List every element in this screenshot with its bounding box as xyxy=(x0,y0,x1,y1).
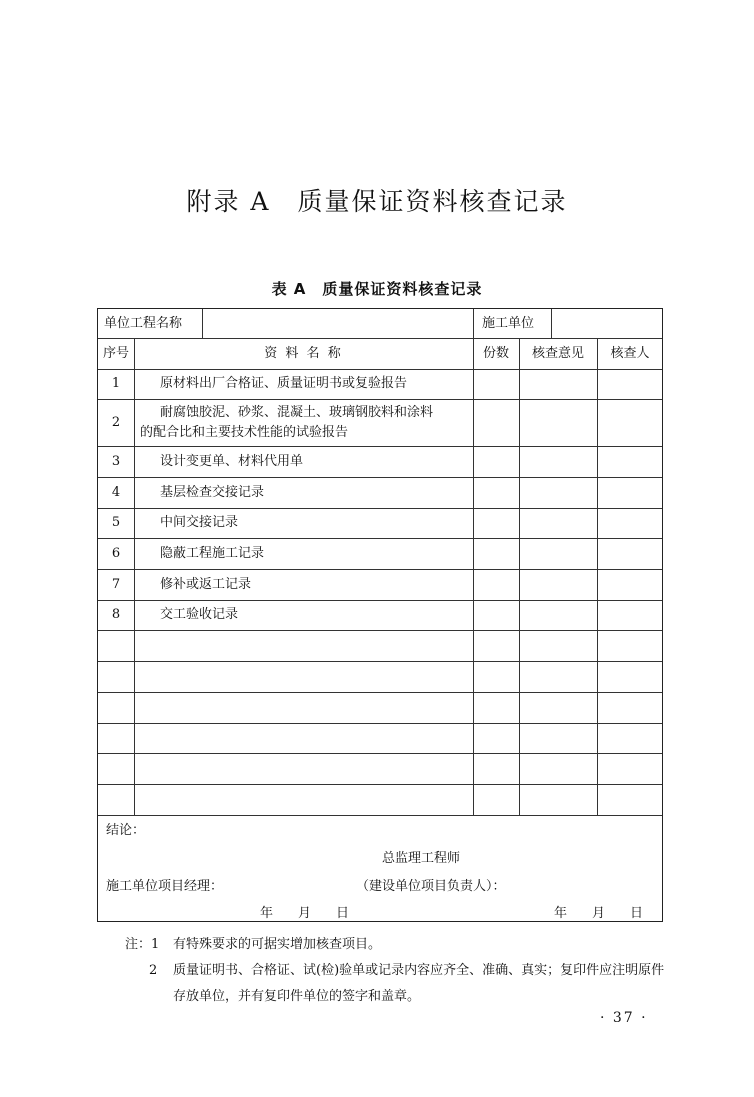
date-left: 年 月 日 xyxy=(260,906,356,921)
table-row-index: 7 xyxy=(111,577,121,592)
table-row-item: 中间交接记录 xyxy=(160,515,239,530)
check-record-table xyxy=(97,308,663,922)
table-row-item: 基层检查交接记录 xyxy=(160,485,265,500)
table-row-item: 设计变更单、材料代用单 xyxy=(160,454,304,469)
table-row-index: 3 xyxy=(111,454,121,469)
table-caption: 表 A 质量保证资料核查记录 xyxy=(271,280,483,298)
table-row-item: 原材料出厂合格证、质量证明书或复验报告 xyxy=(160,376,408,391)
table-row-index: 1 xyxy=(111,376,121,391)
project-name-label: 单位工程名称 xyxy=(104,316,183,331)
table-row-index: 8 xyxy=(111,607,121,622)
page-number: · 37 · xyxy=(600,1010,648,1026)
supervisor-label: 总监理工程师 xyxy=(382,851,461,866)
notes xyxy=(125,932,670,1010)
table-row-item: 交工验收记录 xyxy=(160,607,239,622)
note-prefix: 注：1 xyxy=(125,937,160,952)
page-title: 附录 A 质量保证资料核查记录 xyxy=(186,187,568,216)
table-row-index: 6 xyxy=(111,546,121,561)
owner-rep-label: （建设单位项目负责人）： xyxy=(356,879,506,894)
column-header-copies: 份数 xyxy=(482,346,509,361)
column-header-opinion: 核查意见 xyxy=(531,346,584,361)
column-header-name: 资 料 名 称 xyxy=(264,346,343,361)
column-header-index: 序号 xyxy=(102,346,129,361)
conclusion-label: 结论： xyxy=(106,823,146,838)
date-right: 年 月 日 xyxy=(554,906,650,921)
table-row-index: 5 xyxy=(111,515,121,530)
contractor-label: 施工单位 xyxy=(482,316,535,331)
table-row-item-line2: 的配合比和主要技术性能的试验报告 xyxy=(140,425,349,440)
column-header-checker: 核查人 xyxy=(610,346,650,361)
note-text: 质量证明书、合格证、试(检)验单或记录内容应齐全、准确、真实；复印件应注明原件存放单位，并有复印件单位的签字和盖章。 xyxy=(173,963,665,1004)
note-item xyxy=(125,932,670,958)
note-item xyxy=(125,958,670,1010)
note-text: 有特殊要求的可据实增加核查项目。 xyxy=(173,937,382,952)
table-row-index: 4 xyxy=(111,485,121,500)
contractor-manager-label: 施工单位项目经理： xyxy=(106,879,224,894)
table-row-item-line1: 耐腐蚀胶泥、砂浆、混凝土、玻璃钢胶料和涂料 xyxy=(160,405,434,420)
table-row-index: 2 xyxy=(111,415,121,430)
table-row-item: 隐蔽工程施工记录 xyxy=(160,546,265,561)
note-number: 2 xyxy=(149,963,158,978)
table-row-item: 修补或返工记录 xyxy=(160,577,252,592)
